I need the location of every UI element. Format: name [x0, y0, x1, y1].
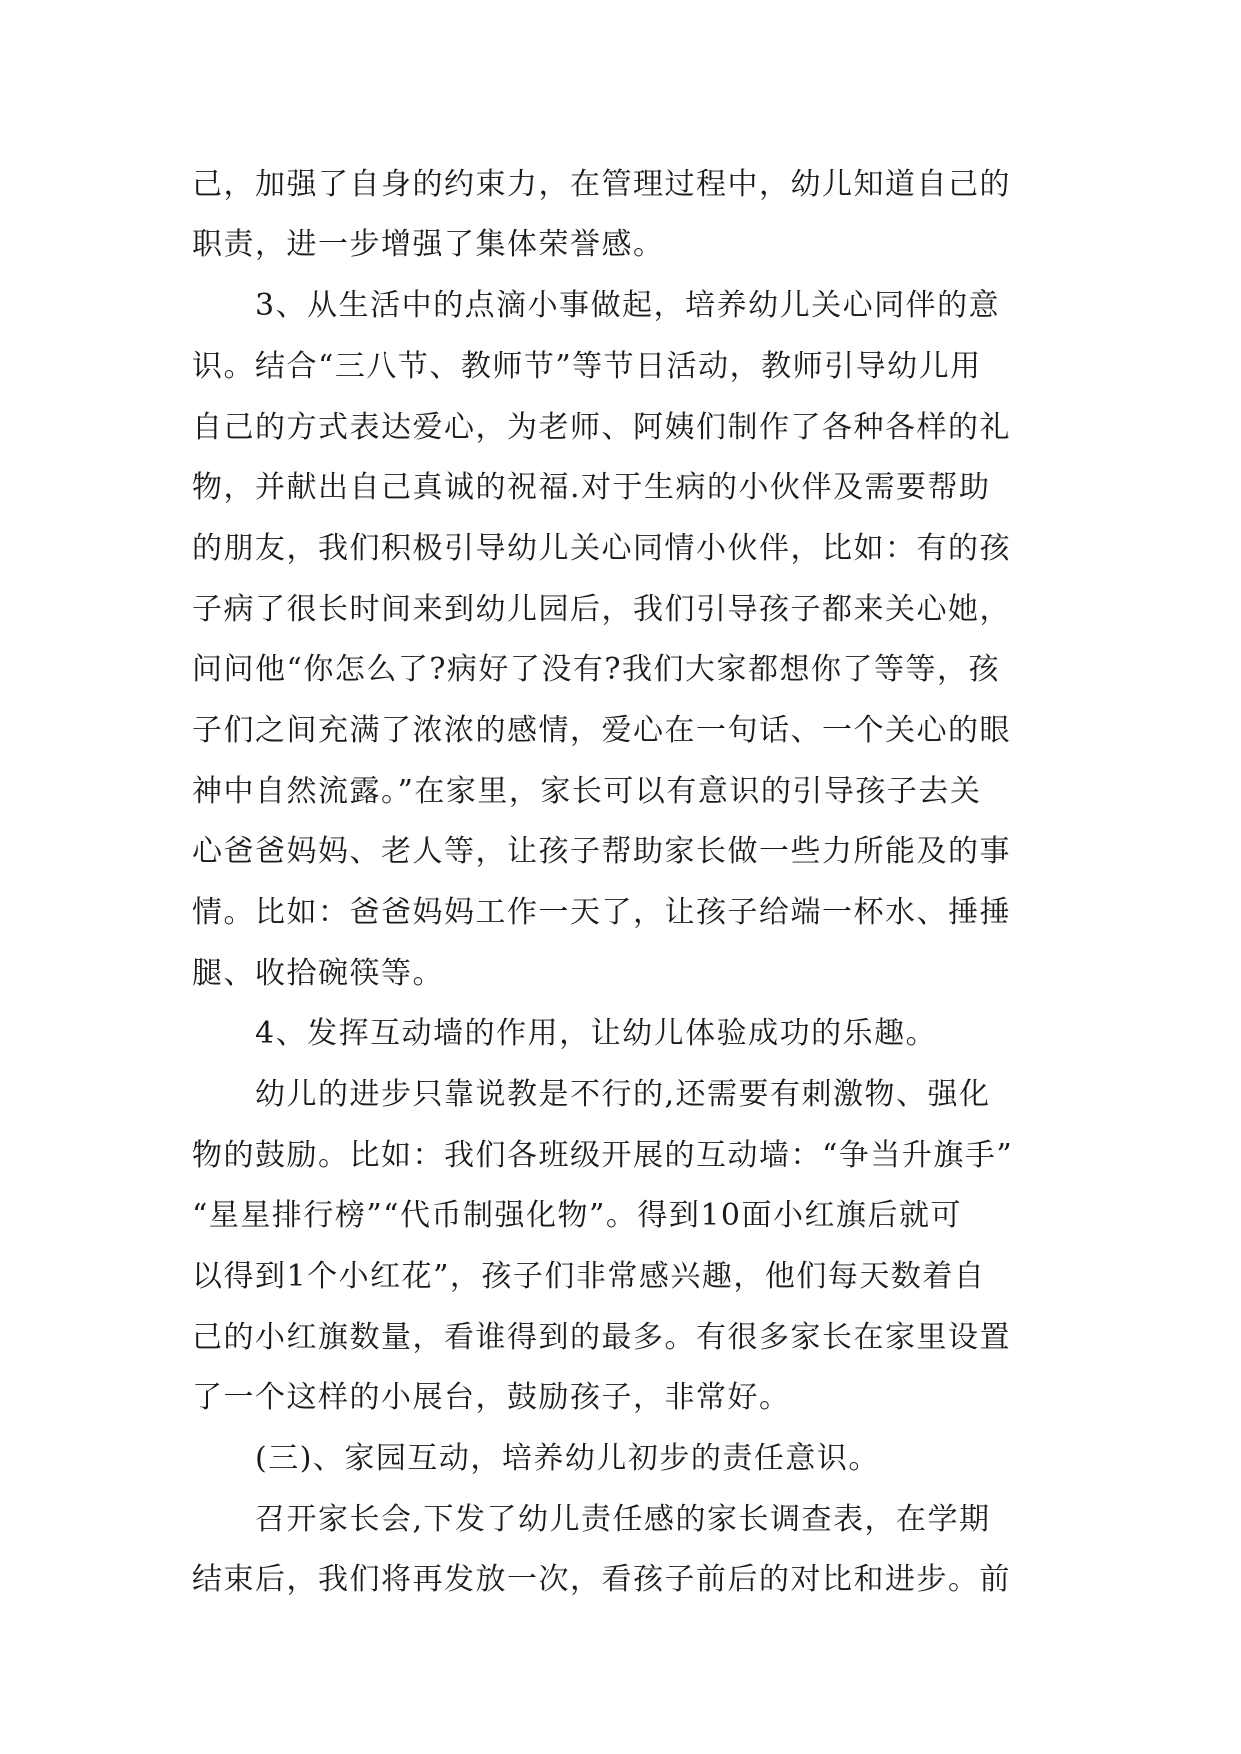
text-line: 子们之间充满了浓浓的感情，爱心在一句话、一个关心的眼	[192, 713, 1011, 748]
text-line: 的朋友，我们积极引导幼儿关心同情小伙伴，比如：有的孩	[192, 531, 1011, 566]
paragraph-start-line: 召开家长会,下发了幼儿责任感的家长调查表，在学期	[255, 1502, 991, 1537]
text-line: 问问他“你怎么了?病好了没有?我们大家都想你了等等，孩	[192, 652, 1001, 687]
text-line: 子病了很长时间来到幼儿园后，我们引导孩子都来关心她，	[192, 592, 1011, 627]
text-line: 职责，进一步增强了集体荣誉感。	[192, 227, 665, 262]
text-line: 腿、收拾碗筷等。	[192, 956, 444, 991]
text-line: 以得到1个小红花”，孩子们非常感兴趣，他们每天数着自	[192, 1259, 986, 1294]
text-line: 心爸爸妈妈、老人等，让孩子帮助家长做一些力所能及的事	[192, 834, 1011, 869]
text-line: 己，加强了自身的约束力，在管理过程中，幼儿知道自己的	[192, 167, 1011, 202]
section-heading: (三)、家园互动，培养幼儿初步的责任意识。	[255, 1441, 880, 1476]
text-line: 了一个这样的小展台，鼓励孩子，非常好。	[192, 1380, 791, 1415]
paragraph-start-line: 幼儿的进步只靠说教是不行的,还需要有刺激物、强化	[255, 1077, 991, 1112]
text-line: 神中自然流露。”在家里，家长可以有意识的引导孩子去关	[192, 774, 982, 809]
text-line: 己的小红旗数量，看谁得到的最多。有很多家长在家里设置	[192, 1320, 1011, 1355]
text-line: 物的鼓励。比如：我们各班级开展的互动墙：“争当升旗手”	[192, 1138, 1014, 1173]
text-line: 结束后，我们将再发放一次，看孩子前后的对比和进步。前	[192, 1562, 1011, 1597]
text-line: 识。结合“三八节、教师节”等节日活动，教师引导幼儿用	[192, 349, 982, 384]
text-line: 自己的方式表达爱心，为老师、阿姨们制作了各种各样的礼	[192, 410, 1011, 445]
text-line: 物，并献出自己真诚的祝福.对于生病的小伙伴及需要帮助	[192, 470, 991, 505]
paragraph-start-line: 4、发挥互动墙的作用，让幼儿体验成功的乐趣。	[255, 1016, 938, 1051]
text-line: “星星排行榜”“代币制强化物”。得到10面小红旗后就可	[192, 1198, 963, 1233]
paragraph-start-line: 3、从生活中的点滴小事做起，培养幼儿关心同伴的意	[255, 288, 1001, 323]
text-line: 情。比如：爸爸妈妈工作一天了，让孩子给端一杯水、捶捶	[192, 895, 1011, 930]
